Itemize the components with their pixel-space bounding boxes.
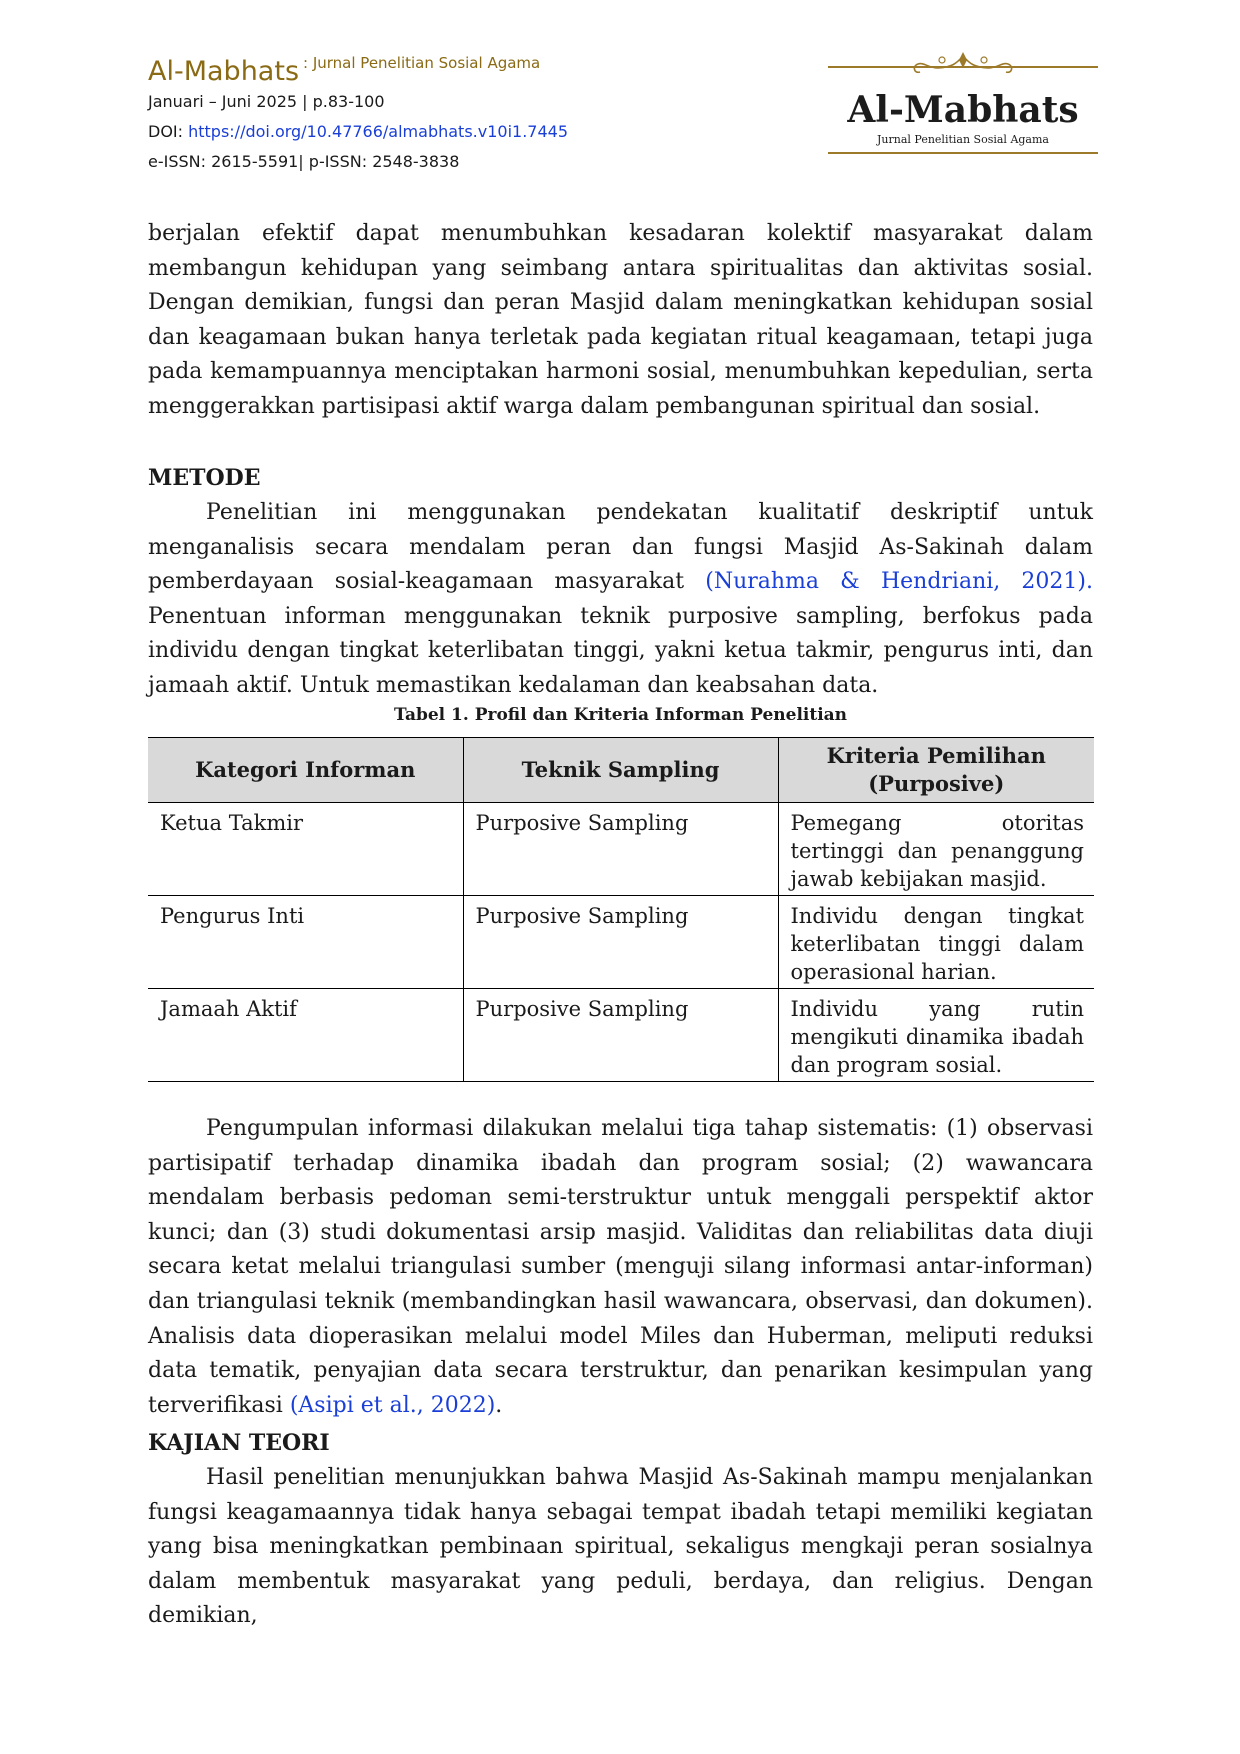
table-cell: Pengurus Inti xyxy=(148,896,463,989)
table-cell: Pemegang otoritas tertinggi dan penanggung jawab kebijakan masjid. xyxy=(778,803,1094,896)
journal-name: Al-Mabhats xyxy=(148,56,300,87)
metode-text-1: Penelitian ini menggunakan pendekatan kualitatif deskriptif untuk menganalisis secara mendalam peran dan fungsi Masjid As-Sakinah dalam pemberdayaan sosial-keagamaan masyarakat xyxy=(148,500,1093,595)
issue-info: Januari – Juni 2025 | p.83-100 xyxy=(148,92,385,111)
journal-logo xyxy=(828,50,1098,160)
journal-subtitle: : Jurnal Penelitian Sosial Agama xyxy=(303,54,541,72)
citation-nurahma[interactable]: (Nurahma & Hendriani, 2021). xyxy=(705,569,1093,595)
table-cell: Purposive Sampling xyxy=(463,989,778,1082)
table-row xyxy=(148,803,1094,896)
metode-paragraph xyxy=(148,496,1093,704)
table-cell: Purposive Sampling xyxy=(463,896,778,989)
column-header: Teknik Sampling xyxy=(463,738,778,803)
citation-asipi[interactable]: (Asipi et al., 2022) xyxy=(289,1392,496,1418)
logo-subtitle: Jurnal Penelitian Sosial Agama xyxy=(877,133,1049,146)
table-cell: Jamaah Aktif xyxy=(148,989,463,1082)
table-cell: Purposive Sampling xyxy=(463,803,778,896)
metode-text-2: Penentuan informan menggunakan teknik purposive sampling, berfokus pada individu dengan tingkat keterlibatan tinggi, yakni ketua takmir, pengurus inti, dan jamaah aktif. Untuk memastikan kedalaman dan keabsahan data. xyxy=(148,603,1093,698)
column-header: Kategori Informan xyxy=(148,738,463,803)
pengumpulan-end: . xyxy=(495,1392,503,1418)
doi-label: DOI: xyxy=(148,122,189,141)
issn-info: e-ISSN: 2615-5591| p-ISSN: 2548-3838 xyxy=(148,152,460,171)
table-header-row xyxy=(148,738,1094,803)
table-row xyxy=(148,896,1094,989)
pengumpulan-text: Pengumpulan informasi dilakukan melalui tiga tahap sistematis: (1) observasi partisipatif terhadap dinamika ibadah dan program sosial; (2) wawancara mendalam berbasis pedoman semi-terstruktur untuk menggali perspektif aktor kunci; dan (3) studi dokumentasi arsip masjid. Validitas dan reliabilitas data diuji secara ketat melalui triangulasi sumber (menguji silang informasi antar-informan) dan triangulasi teknik (membandingkan hasil wawancara, observasi, dan dokumen). Analisis data dioperasikan melalui model Miles dan Huberman, meliputi reduksi data tematik, penyajian data secara terstruktur, dan penarikan kesimpulan yang terverifikasi xyxy=(148,1116,1093,1418)
intro-paragraph: berjalan efektif dapat menumbuhkan kesadaran kolektif masyarakat dalam membangun kehidupan yang seimbang antara spiritualitas dan aktivitas sosial. Dengan demikian, fungsi dan peran Masjid dalam meningkatkan kehidupan sosial dan keagamaan bukan hanya terletak pada kegiatan ritual keagamaan, tetapi juga pada kemampuannya menciptakan harmoni sosial, menumbuhkan kepedulian, serta menggerakkan partisipasi aktif warga dalam pembangunan spiritual dan sosial. xyxy=(148,221,1093,419)
kajian-paragraph: Hasil penelitian menunjukkan bahwa Masjid As-Sakinah mampu menjalankan fungsi keagamaannya tidak hanya sebagai tempat ibadah tetapi memiliki kegiatan yang bisa meningkatkan pembinaan spiritual, sekaligus mengkaji peran sosialnya dalam membentuk masyarakat yang peduli, berdaya, dan religius. Dengan demikian, xyxy=(148,1465,1093,1629)
table-caption: Tabel 1. Profil dan Kriteria Informan Penelitian xyxy=(393,705,848,725)
logo-title: Al-Mabhats xyxy=(847,89,1079,131)
pengumpulan-paragraph xyxy=(148,1112,1093,1423)
column-header: Kriteria Pemilihan (Purposive) xyxy=(778,738,1094,803)
doi-link[interactable]: https://doi.org/10.47766/almabhats.v10i1.7445 xyxy=(188,122,568,141)
section-heading-metode: METODE xyxy=(148,465,261,491)
table-cell: Individu dengan tingkat keterlibatan tinggi dalam operasional harian. xyxy=(778,896,1094,989)
section-heading-kajian-teori: KAJIAN TEORI xyxy=(148,1430,330,1456)
table-cell: Ketua Takmir xyxy=(148,803,463,896)
table-row xyxy=(148,989,1094,1082)
table-cell: Individu yang rutin mengikuti dinamika ibadah dan program sosial. xyxy=(778,989,1094,1082)
informant-table xyxy=(148,737,1094,1082)
